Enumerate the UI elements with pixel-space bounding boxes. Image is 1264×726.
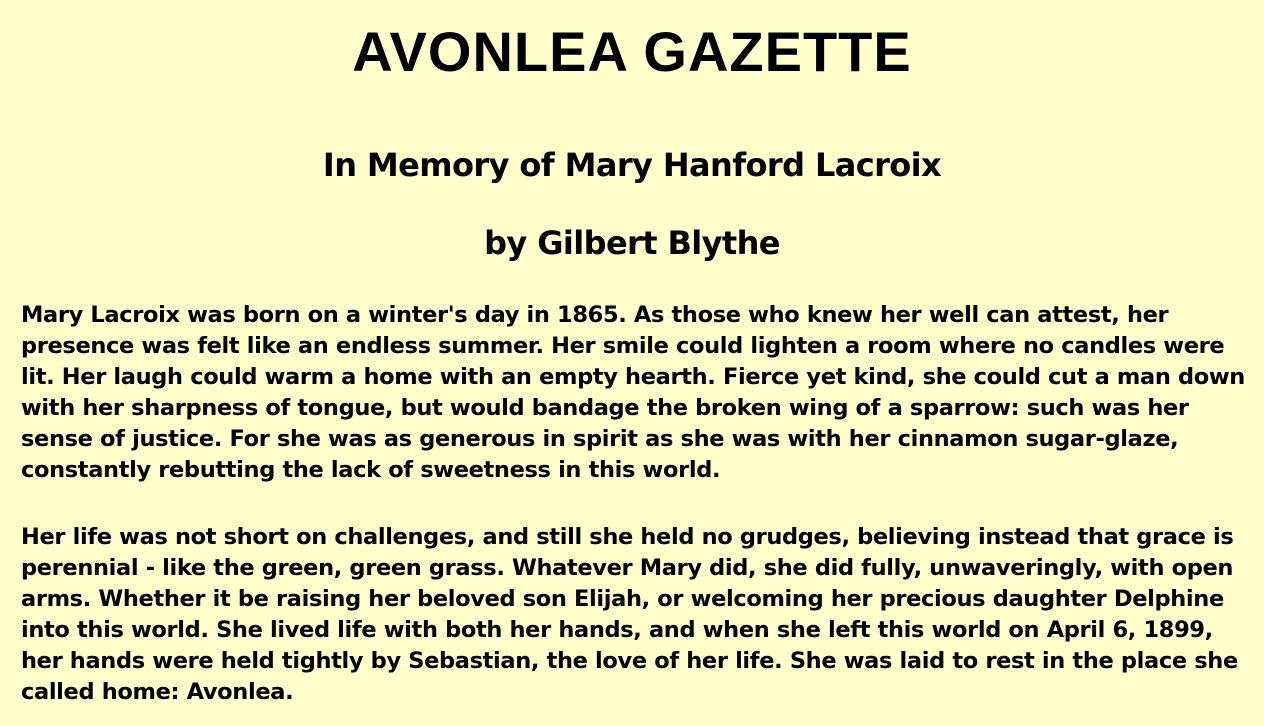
article-paragraph: Her life was not short on challenges, and still she held no grudges, believing instead that grace is perennial - like the green, green grass. Whatever Mary did, she did fully, unwaveringly, with open arms. Whether it be raising her beloved son Elijah, or welcoming her precious daughter Delphine into this world. She lived life with both her hands, and when she left this world on April 6, 1899, her hands were held tightly by Sebastian, the love of her life. She was laid to rest in the place she called home: Avonlea. <box>21 524 1238 705</box>
newspaper-masthead: AVONLEA GAZETTE <box>352 20 912 83</box>
article-paragraph: Mary Lacroix was born on a winter's day in 1865. As those who knew her well can attest, her presence was felt like an endless summer. Her smile could lighten a room where no candles were lit. Her laugh could warm a home with an empty hearth. Fierce yet kind, she could cut a man down with her sharpness of tongue, but would bandage the broken wing of a sparrow: such was her sense of justice. For she was as generous in spirit as she was with her cinnamon sugar-glaze, constantly rebutting the lack of sweetness in this world. <box>21 302 1245 483</box>
article-headline: In Memory of Mary Hanford Lacroix <box>322 146 942 184</box>
article-byline: by Gilbert Blythe <box>484 224 780 262</box>
